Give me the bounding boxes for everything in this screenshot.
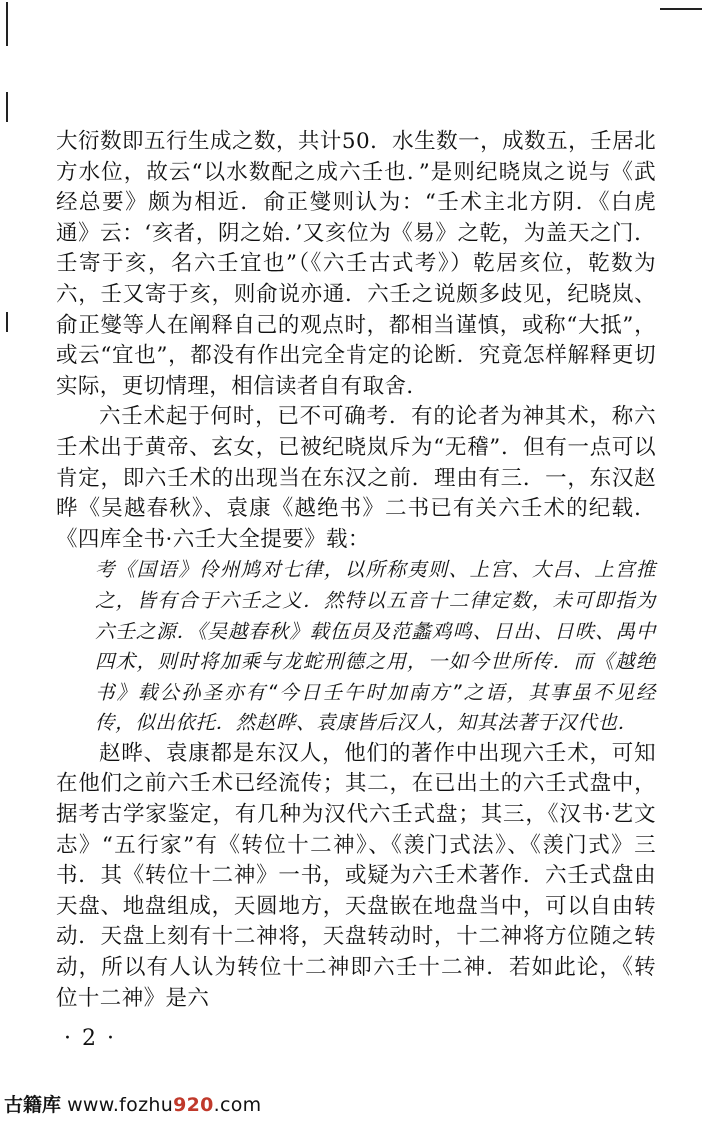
footer-brand: 古籍库 — [4, 1094, 62, 1116]
scan-corner-mark — [660, 8, 702, 10]
footer-site — [67, 1094, 261, 1116]
block-quote: 考《国语》伶州鸠对七律，以所称夷则、上宫、大吕、上宫推之，皆有合于六壬之义．然特以五音十二律定数，未可即指为六壬之源．《吴越春秋》载伍员及范蠡鸡鸣、日出、日昳、禺中四术，则时将加乘与龙蛇刑德之用，一如今世所传．而《越绝书》载公孙圣亦有“今日壬午时加南方”之语，其事虽不见经传，似出依托．然赵晔、袁康皆后汉人，知其法著于汉代也． — [95, 558, 656, 735]
scan-edge-mark-top — [6, 2, 8, 46]
paragraph-2: 六壬术起于何时，已不可确考．有的论者为神其术，称六壬术出于黄帝、玄女，已被纪晓岚斥为“无稽”．但有一点可以肯定，即六壬术的出现当在东汉之前．理由有三．一，东汉赵晔《吴越春秋》、袁康《越绝书》二书已有关六壬术的纪载．《四库全书·六壬大全提要》载： — [56, 404, 656, 552]
page-body — [56, 127, 656, 1014]
footer-site-number: 920 — [173, 1094, 214, 1116]
paragraph-3: 赵晔、袁康都是东汉人，他们的著作中出现六壬术，可知在他们之前六壬术已经流传；其二，在已出土的六壬式盘中，据考古学家鉴定，有几种为汉代六壬式盘；其三，《汉书·艺文志》“五行家”有《转位十二神》、《羡门式法》、《羡门式》三书．其《转位十二神》一书，或疑为六壬术著作．六壬式盘由天盘、地盘组成，天圆地方，天盘嵌在地盘当中，可以自由转动．天盘上刻有十二神将，天盘转动时，十二神将方位随之转动，所以有人认为转位十二神即六壬十二神．若如此论，《转位十二神》是六 — [56, 740, 656, 1011]
page-number: · 2 · — [64, 1026, 116, 1051]
scan-edge-mark-mid — [6, 92, 8, 122]
paragraph-1: 大衍数即五行生成之数，共计50．水生数一，成数五，壬居北方水位，故云“以水数配之成六壬也．”是则纪晓岚之说与《武经总要》颇为相近．俞正燮则认为：“壬术主北方阴．《白虎通》云：‘亥者，阴之始．’又亥位为《易》之乾，为盖天之门．壬寄于亥，名六壬宜也”（《六壬古式考》）乾居亥位，乾数为六，壬又寄于亥，则俞说亦通．六壬之说颇多歧见，纪晓岚、俞正燮等人在阐释自己的观点时，都相当谨慎，或称“大抵”，或云“宜也”，都没有作出完全肯定的论断．究竟怎样解释更切实际，更切情理，相信读者自有取舍． — [56, 129, 656, 399]
footer-watermark — [4, 1090, 261, 1117]
footer-site-suffix: .com — [213, 1094, 262, 1116]
footer-site-prefix: www.fozhu — [67, 1094, 174, 1116]
scan-edge-mark-low — [6, 312, 8, 332]
